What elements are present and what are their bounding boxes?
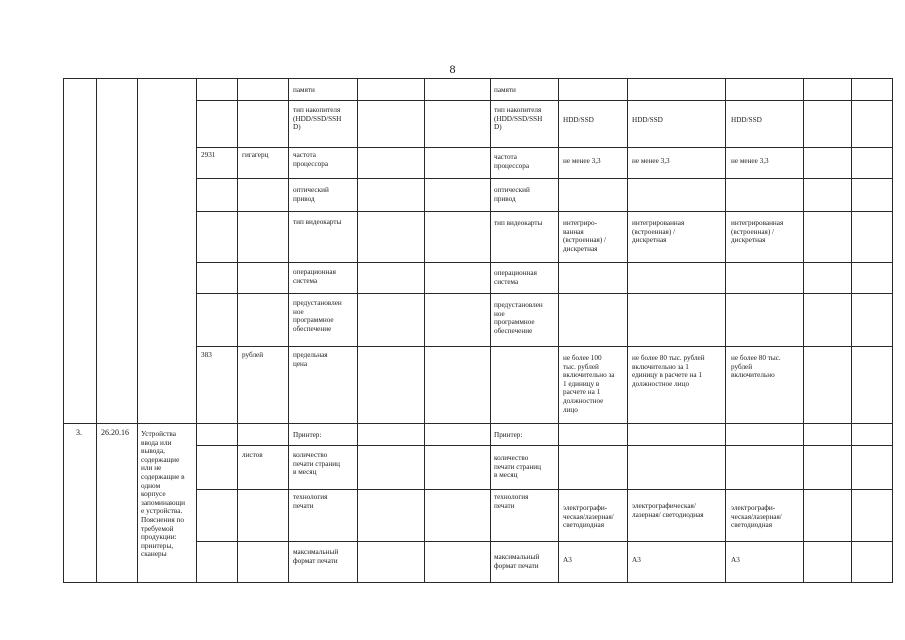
price-value-1: не более 100 тыс. рублей включительно за 1 единицу в расчете на 1 должностное лицо bbox=[563, 354, 615, 414]
max-format-value-3: А3 bbox=[731, 556, 740, 564]
drive-value-3: HDD/SSD bbox=[731, 116, 762, 124]
cpu-name: частота процессора bbox=[293, 151, 329, 168]
os-name-2: операционная система bbox=[494, 269, 537, 286]
gpu-name: тип видеокарты bbox=[293, 218, 342, 226]
cpu-unit: гигагерц bbox=[242, 151, 269, 159]
cpu-value-1: не менее 3,3 bbox=[563, 157, 601, 165]
memory-name: памяти bbox=[293, 86, 315, 94]
page-number: 8 bbox=[449, 62, 456, 76]
drive-value-1: HDD/SSD bbox=[563, 116, 594, 124]
optical-name-2: оптический привод bbox=[494, 186, 530, 203]
price-code: 383 bbox=[201, 351, 212, 359]
gpu-name-2: тип видеокарты bbox=[494, 219, 543, 227]
print-tech-value-1: электрографи- ческая/лазерная/ светодиодная bbox=[563, 504, 614, 530]
memory-name-2: памяти bbox=[494, 86, 516, 94]
max-format-name: максимальный формат печати bbox=[293, 548, 339, 565]
optical-name: оптический привод bbox=[293, 186, 329, 203]
price-value-2: не более 80 тыс. рублей включительно за 1 единицу в расчете на 1 должностное лицо bbox=[632, 354, 705, 388]
item-description: Устройства ввода или вывода, содержащие или не содержащие в одном корпусе запоминающи е устройства. Пояснения по требуемой продукции: принтеры, сканеры bbox=[141, 429, 186, 559]
max-format-value-1: А3 bbox=[563, 556, 572, 564]
cpu-value-2: не менее 3,3 bbox=[632, 157, 670, 165]
cpu-code: 2931 bbox=[201, 151, 216, 159]
price-value-3: не более 80 тыс. рублей включительно bbox=[731, 354, 781, 380]
software-name-2: предустановлен ное программное обеспечение bbox=[494, 301, 543, 335]
print-tech-value-2: электрографическая/ лазерная/ светодиодная bbox=[632, 502, 704, 519]
os-name: операционная система bbox=[293, 268, 336, 285]
software-name: предустановлен ное программное обеспечение bbox=[293, 299, 342, 333]
print-tech-value-3: электрографи- ческая/лазерная/ светодиодная bbox=[731, 504, 782, 530]
print-tech-name-2: технология печати bbox=[494, 493, 529, 510]
cpu-value-3: не менее 3,3 bbox=[731, 157, 769, 165]
printer-name: Принтер: bbox=[293, 431, 322, 439]
gpu-value-1: интегриро- ванная (встроенная) / дискретная bbox=[563, 219, 607, 253]
gpu-value-3: интегрированная (встроенная) / дискретная bbox=[731, 219, 784, 245]
item-number: 3. bbox=[76, 428, 82, 437]
drive-name-2: тип накопителя (HDD/SSD/SSH D) bbox=[494, 106, 543, 132]
cpu-name-2: частота процессора bbox=[494, 153, 530, 170]
print-qty-unit: листов bbox=[242, 451, 263, 459]
price-unit: рублей bbox=[242, 351, 264, 359]
max-format-name-2: максимальный формат печати bbox=[494, 553, 540, 570]
drive-value-2: HDD/SSD bbox=[632, 116, 663, 124]
print-qty-name-2: количество печати страниц в месяц bbox=[494, 454, 542, 480]
gpu-value-2: интегрированная (встроенная) / дискретная bbox=[632, 219, 685, 245]
printer-name-2: Принтер: bbox=[494, 431, 523, 439]
price-name: предельная цена bbox=[293, 351, 328, 368]
print-tech-name: технология печати bbox=[293, 493, 328, 510]
item-okpd-code: 26.20.16 bbox=[101, 428, 129, 437]
drive-name: тип накопителя (HDD/SSD/SSH D) bbox=[293, 106, 342, 132]
max-format-value-2: А3 bbox=[632, 556, 641, 564]
print-qty-name: количество печати страниц в месяц bbox=[293, 451, 341, 477]
